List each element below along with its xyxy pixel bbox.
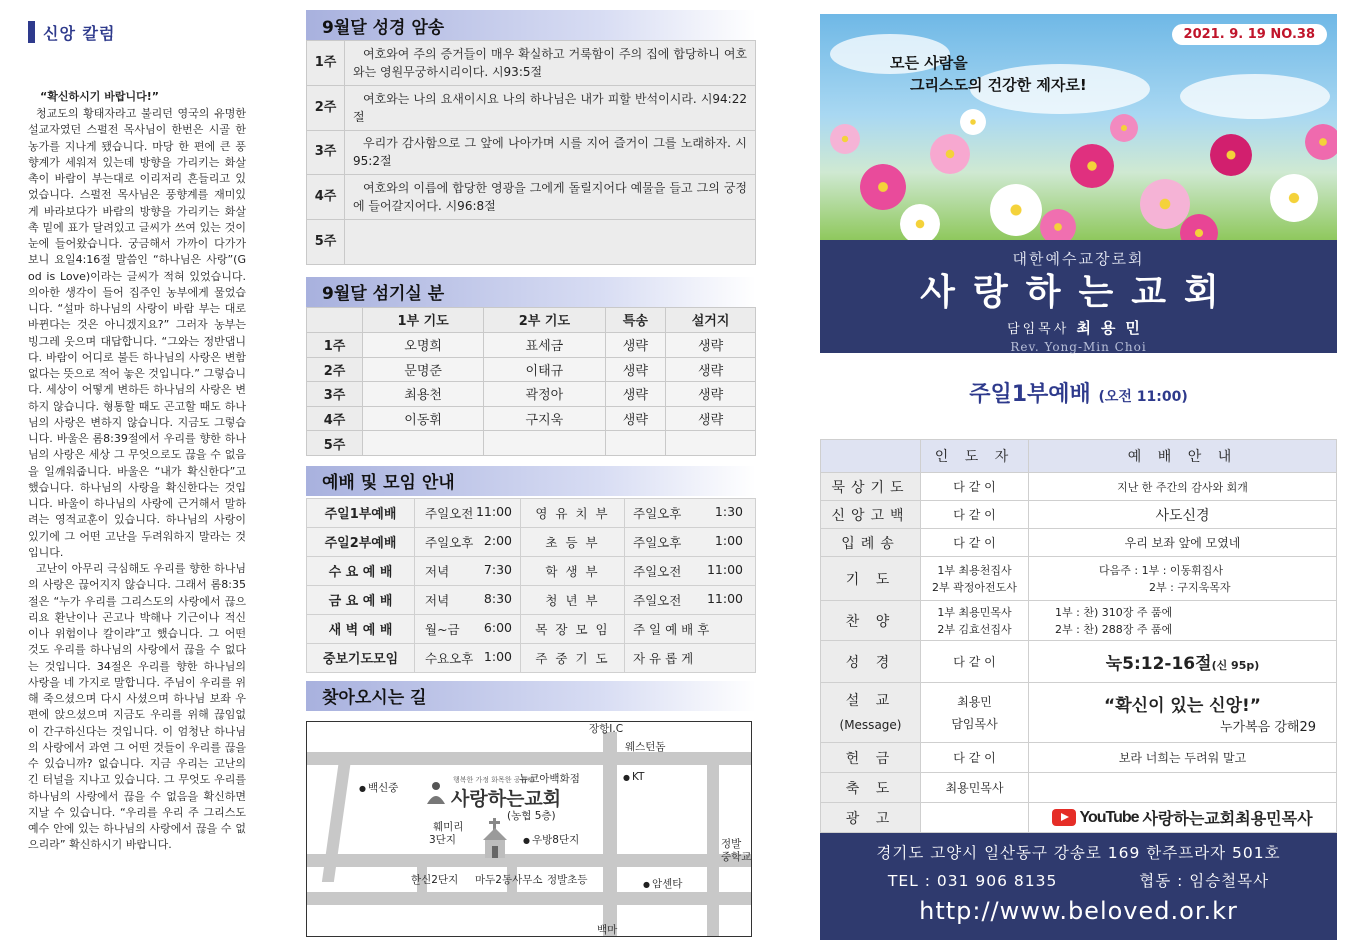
bulletin-info <box>306 10 756 937</box>
meeting-time <box>415 585 521 614</box>
meeting-name-2: 초 등 부 <box>521 527 625 556</box>
meeting-time-2 <box>625 527 756 556</box>
heading-bar <box>28 21 35 43</box>
meeting-time-2 <box>625 585 756 614</box>
order-key: 헌 금 <box>821 743 921 773</box>
meetings-heading: 예배 및 모임 안내 <box>306 466 756 496</box>
duty-cell: 이동휘 <box>363 406 484 431</box>
memory-row <box>307 85 756 130</box>
order-key: 입례송 <box>821 529 921 557</box>
meeting-time <box>415 498 521 527</box>
order-leader: 최용민목사 <box>921 773 1029 803</box>
map-label-madu: 마두2동사무소 <box>475 873 543 886</box>
map-label-western: 웨스턴돔 <box>625 740 666 753</box>
youtube-link[interactable] <box>1052 806 1312 829</box>
meeting-time <box>415 643 521 672</box>
order-content <box>1029 773 1337 803</box>
meeting-name-2: 청 년 부 <box>521 585 625 614</box>
order-content <box>1029 601 1337 641</box>
duty-header: 특송 <box>605 307 666 332</box>
order-content <box>1029 683 1337 743</box>
duty-cell: 이태규 <box>484 357 605 382</box>
memory-week: 1주 <box>307 41 345 86</box>
memory-verse-table <box>306 40 756 265</box>
duty-cell: 생략 <box>666 406 756 431</box>
sermon-title: “확신이 있는 신앙!” <box>1104 695 1261 716</box>
denomination: 대한예수교장로회 <box>1012 250 1145 268</box>
order-content <box>1029 557 1337 601</box>
duty-cell: 표세금 <box>484 332 605 357</box>
map-church-name: 사랑하는교회 <box>451 787 562 810</box>
map-label-baekma: 백마 <box>597 923 618 936</box>
leader-line-1: 1부 최용민목사 <box>937 605 1012 619</box>
order-leader <box>921 557 1029 601</box>
memory-verse: 여호와는 나의 요새이시요 나의 하나님은 내가 피할 반석이시라. 시94:22절 <box>345 85 756 130</box>
motto-line-2: 그리스도의 건강한 제자로! <box>910 76 1087 94</box>
meeting-row <box>307 498 756 527</box>
church-footer <box>820 833 1337 940</box>
meeting-name: 수 요 예 배 <box>307 556 415 585</box>
church-website[interactable]: http://www.beloved.or.kr <box>919 897 1238 925</box>
duty-header-corner <box>307 307 363 332</box>
flower <box>1180 214 1218 240</box>
meeting-name: 주일1부예배 <box>307 498 415 527</box>
memory-row <box>307 130 756 175</box>
column-header <box>28 14 246 50</box>
order-leader: 다 같 이 <box>921 501 1029 529</box>
map-label-humiri-3: 3단지 <box>429 833 456 846</box>
duty-cell: 구지욱 <box>484 406 605 431</box>
flower <box>1070 144 1114 188</box>
map-label-woobang: ● 우방8단지 <box>523 832 579 847</box>
duty-cell <box>484 431 605 456</box>
map-label-newcore: 뉴코아백화점 <box>519 772 580 785</box>
duty-cell: 곽정아 <box>484 382 605 407</box>
pastor-label: 담임목사 <box>1007 322 1070 337</box>
order-leader: 다 같 이 <box>921 743 1029 773</box>
cover-image <box>820 14 1337 240</box>
duty-row <box>307 382 756 407</box>
sermon-key-en: (Message) <box>839 717 902 732</box>
meeting-name: 금 요 예 배 <box>307 585 415 614</box>
church-building-icon <box>475 818 515 864</box>
order-key: 성 경 <box>821 641 921 683</box>
meetings-table <box>306 498 756 673</box>
flower <box>960 109 986 135</box>
flower <box>1040 209 1076 240</box>
order-content: 사도신경 <box>1029 501 1337 529</box>
flower <box>1305 124 1337 160</box>
meeting-hour: 1:00 <box>483 648 512 664</box>
memory-row <box>307 220 756 265</box>
order-leader <box>921 601 1029 641</box>
pastor-line <box>820 317 1337 338</box>
order-leader: 다 같 이 <box>921 473 1029 501</box>
memory-week: 5주 <box>307 220 345 265</box>
duty-cell: 생략 <box>666 332 756 357</box>
leader-line-2: 2부 김효선집사 <box>937 622 1012 636</box>
content-line-2: 2부 : 구지욱목자 <box>1149 580 1231 594</box>
church-logo <box>425 780 447 806</box>
duty-cell <box>605 431 666 456</box>
order-content <box>1029 803 1337 833</box>
memory-verse-heading: 9월달 성경 암송 <box>306 10 756 40</box>
duty-cell: 생략 <box>605 382 666 407</box>
church-tel: TEL : 031 906 8135 <box>887 872 1058 890</box>
meeting-day: 월~금 <box>425 621 460 637</box>
youtube-wordmark: YouTube <box>1079 808 1139 826</box>
motto-line-1: 모든 사람을 <box>890 54 968 72</box>
flower <box>930 134 970 174</box>
order-leader <box>921 803 1029 833</box>
order-key: 신앙고백 <box>821 501 921 529</box>
meeting-name-2: 영 유 치 부 <box>521 498 625 527</box>
duty-cell: 생략 <box>666 382 756 407</box>
meeting-day: 주일오전 <box>425 505 474 521</box>
cloud <box>1180 74 1330 119</box>
service-title <box>820 377 1337 417</box>
sermon-series: 누가복음 강해29 <box>1219 719 1316 735</box>
memory-verse: 여호와여 주의 증거들이 매우 확실하고 거룩함이 주의 집에 합당하니 여호와는 영원무궁하시리이다. 시93:5절 <box>345 41 756 86</box>
duty-cell: 생략 <box>605 357 666 382</box>
meeting-row <box>307 527 756 556</box>
memory-row <box>307 41 756 86</box>
order-content <box>1029 641 1337 683</box>
meeting-name-2: 학 생 부 <box>521 556 625 585</box>
meeting-row <box>307 585 756 614</box>
preacher-title: 담임목사 <box>951 716 998 731</box>
meeting-hour-2: 11:00 <box>706 561 743 577</box>
road-top <box>307 752 752 765</box>
cover-panel <box>820 14 1337 940</box>
leader-line-1: 1부 최용천집사 <box>937 563 1012 577</box>
meeting-day: 저녁 <box>425 563 450 579</box>
map-label-kt: ● KT <box>623 771 644 783</box>
leader-line-2: 2부 곽정아전도사 <box>932 580 1017 594</box>
meeting-day-2: 주일오후 <box>633 505 682 521</box>
memory-verse: 여호와의 이름에 합당한 영광을 그에게 돌릴지어다 예물을 들고 그의 궁정에 들어갈지어다. 시96:8절 <box>345 175 756 220</box>
duty-cell: 생략 <box>605 406 666 431</box>
duty-header: 설거지 <box>666 307 756 332</box>
meeting-time <box>415 527 521 556</box>
map-label-hansin: 한신2단지 <box>411 873 459 886</box>
order-key: 묵상기도 <box>821 473 921 501</box>
contact-line <box>820 869 1337 891</box>
meeting-day: 수요오후 <box>425 650 474 666</box>
flower <box>1210 134 1252 176</box>
flower <box>830 124 860 154</box>
map-label-baeksin: ● 백신중 <box>359 780 398 795</box>
meeting-time <box>415 556 521 585</box>
duty-week: 2주 <box>307 357 363 382</box>
meeting-hour-2: 1:00 <box>714 532 743 548</box>
meeting-name-2: 목 장 모 임 <box>521 614 625 643</box>
memory-week: 2주 <box>307 85 345 130</box>
memory-verse <box>345 220 756 265</box>
church-motto <box>890 52 1087 96</box>
memory-week: 4주 <box>307 175 345 220</box>
duty-cell: 오명희 <box>363 332 484 357</box>
order-content: 보라 너희는 두려워 말고 <box>1029 743 1337 773</box>
content-line-1: 다음주 : 1부 : 이동휘집사 <box>1099 563 1224 577</box>
meeting-hour-2: 1:30 <box>714 503 743 519</box>
essay-paragraph: 고난이 아무리 극심해도 우리를 향한 하나님의 사랑은 끊어지지 않습니다. 그래서 롬8:35절은 “누가 우리를 그리스도의 사랑에서 끊으리요 환난이나 곤고나 박해나 기근이나 적신이나 위험이나 칼이랴”고 했습니다. 그 어떤 것도 우리를 하나님의 사랑에서 끊을 수 없다는 것입니다. 34절은 우리를 향한 하나님의 사랑을 네 가지로 말합니다. 주님이 우리를 위해 죽으셨으며 다시 사셨으며 하나님 보좌 우편에 앉으셨으며 지금도 우리를 위해 끊임없이 간구하신다는 것입니다. 이 엄청난 하나님의 사랑에서 과연 그 어떤 것들이 우리를 끊을 수 있습니까? 없습니다. 지금 우리는 고난의 긴 터널을 지나고 있습니다. 그 무엇도 우리를 하나님의 사랑에서 끊을 수 없음을 확신하면 지날 수 있습니다. “우리를 우리 주 그리스도 예수 안에 있는 하나님의 사랑에서 끊을 수 없으리라” 확신하시기 바랍니다. <box>28 562 246 852</box>
content-line-1: 1부 : 찬) 310장 주 품에 <box>1055 605 1173 619</box>
duty-week: 4주 <box>307 406 363 431</box>
map-church-floor: (농협 5층) <box>507 809 556 822</box>
meeting-hour: 11:00 <box>475 503 512 519</box>
duty-cell: 생략 <box>666 357 756 382</box>
memory-week: 3주 <box>307 130 345 175</box>
meeting-name: 중보기도모임 <box>307 643 415 672</box>
order-head-guide: 예 배 안 내 <box>1029 440 1337 473</box>
faith-column <box>28 14 246 854</box>
meeting-day: 저녁 <box>425 592 450 608</box>
meeting-day-2: 주일오전 <box>633 563 682 579</box>
order-leader <box>921 683 1029 743</box>
duty-row <box>307 431 756 456</box>
meeting-day-2: 자 유 롭 게 <box>633 650 694 666</box>
pastor-rev: Rev. Yong-Min Choi <box>1010 340 1147 354</box>
duty-header: 1부 기도 <box>363 307 484 332</box>
map-label-jeongbal-school: 중학교 <box>721 850 752 863</box>
meeting-hour: 6:00 <box>483 619 512 635</box>
order-key: 찬 양 <box>821 601 921 641</box>
content-line-2: 2부 : 찬) 288장 주 품에 <box>1055 622 1173 636</box>
order-key: 광 고 <box>821 803 921 833</box>
meeting-row <box>307 614 756 643</box>
issue-date: 2021. 9. 19 NO.38 <box>1172 24 1327 45</box>
service-name: 주일1부예배 <box>969 382 1091 407</box>
essay-title: “확신하시기 바랍니다!” <box>40 90 159 103</box>
church-banner <box>820 240 1337 353</box>
column-heading: 신앙 칼럼 <box>43 23 116 43</box>
map-label-humiri: 훼미리 <box>433 820 464 833</box>
meeting-row <box>307 556 756 585</box>
duty-cell: 문명준 <box>363 357 484 382</box>
duty-row <box>307 332 756 357</box>
order-leader: 다 같 이 <box>921 641 1029 683</box>
memory-row <box>307 175 756 220</box>
meeting-row <box>307 643 756 672</box>
essay-body <box>28 106 246 854</box>
map-church-slogan: 행복한 가정 화목한 공동체 <box>453 775 535 784</box>
duty-week: 5주 <box>307 431 363 456</box>
duty-week: 3주 <box>307 382 363 407</box>
map-label-amcenter: ● 암센타 <box>643 876 682 891</box>
assistant-pastor: 협동 : 임승철목사 <box>1139 872 1270 890</box>
map-label-jeongbal: 정발 <box>721 837 742 850</box>
duty-cell <box>666 431 756 456</box>
duty-header: 2부 기도 <box>484 307 605 332</box>
youtube-icon <box>1052 809 1076 826</box>
preacher-name: 최용민 <box>957 694 992 709</box>
meeting-name: 새 벽 예 배 <box>307 614 415 643</box>
map-label-janghang: 장항I.C <box>589 722 624 735</box>
flower <box>1110 114 1138 142</box>
flower <box>860 164 906 210</box>
duty-week: 1주 <box>307 332 363 357</box>
meeting-time-2 <box>625 614 756 643</box>
meeting-hour-2: 11:00 <box>706 590 743 606</box>
meeting-hour: 2:00 <box>483 532 512 548</box>
duty-heading: 9월달 섬기실 분 <box>306 277 756 307</box>
duty-cell: 생략 <box>605 332 666 357</box>
church-address: 경기도 고양시 일산동구 강송로 169 한주프라자 501호 <box>876 844 1281 862</box>
order-head-leader: 인 도 자 <box>921 440 1029 473</box>
meeting-hour: 7:30 <box>483 561 512 577</box>
service-time: (오전 11:00) <box>1098 389 1188 405</box>
pastor-name: 최용민 <box>1076 319 1150 337</box>
directions-map <box>306 721 752 937</box>
road-right <box>707 752 719 937</box>
meeting-time-2 <box>625 643 756 672</box>
road-bottom <box>307 892 752 905</box>
duty-table <box>306 307 756 456</box>
meeting-day-2: 주 일 예 배 후 <box>633 621 710 637</box>
duty-row <box>307 406 756 431</box>
order-key <box>821 683 921 743</box>
worship-order-table <box>820 439 1337 833</box>
youtube-channel: 사랑하는교회최용민목사 <box>1142 809 1313 828</box>
order-leader: 다 같 이 <box>921 529 1029 557</box>
order-key: 기 도 <box>821 557 921 601</box>
directions-heading: 찾아오시는 길 <box>306 681 756 711</box>
meeting-time-2 <box>625 556 756 585</box>
duty-cell: 최용천 <box>363 382 484 407</box>
order-content: 우리 보좌 앞에 모였네 <box>1029 529 1337 557</box>
flower <box>990 184 1042 236</box>
meeting-name: 주일2부예배 <box>307 527 415 556</box>
meeting-day-2: 주일오후 <box>633 534 682 550</box>
meeting-time <box>415 614 521 643</box>
meeting-name-2: 주 중 기 도 <box>521 643 625 672</box>
scripture: 눅5:12-16절 <box>1105 654 1212 674</box>
duty-row <box>307 357 756 382</box>
flower <box>1270 174 1318 222</box>
duty-cell <box>363 431 484 456</box>
meeting-time-2 <box>625 498 756 527</box>
sermon-key: 설 교 <box>845 692 896 709</box>
meeting-day: 주일오후 <box>425 534 474 550</box>
map-label-jeongbalcho: 정발초등 <box>547 873 588 886</box>
order-content: 지난 한 주간의 감사와 회개 <box>1029 473 1337 501</box>
flower <box>900 204 940 240</box>
essay-paragraph: 청교도의 황태자라고 불리던 영국의 유명한 설교자였던 스펄전 목사님이 한번은 시골 한 농가를 지나게 됐습니다. 마당 한 편에 큰 풍향계가 세워져 있는데 방향을 가리키는 화살촉이 바람이 부는대로 이리저리 흔들리고 있었습니다. 스펄전 목사님은 풍향계를 재미있게 바라보다가 바람의 방향을 가리키는 화살촉 밑에 표가 달려있고 글씨가 쓰여 있는 것이 눈에 들어왔습니다. 궁금해서 가까이 다가가 보니 요일4:16절 말씀인 “하나님은 사랑”(God is Love)이라는 글씨가 적혀 있었습니다. 의아한 생각이 들어 집주인 농부에게 물었습니다. “설마 하나님의 사랑이 바람 부는 대로 바뀐다는 것은 아니겠지요?” 그러자 농부는 빙그레 웃으며 대답합니다. “그와는 정반댑니다. 바람이 어디로 불든 하나님의 사랑은 변함없다는 뜻으로 적어 놓은 것입니다.” 그렇습니다. 세상이 어떻게 변하든 하나님의 사랑은 변하지 않습니다. 형통할 때도 곤고할 때도 하나님의 사랑은 변하지 않습니다. 지금도 그렇습니다. 바울은 롬8:39절에서 우리를 향한 하나님의 사랑은 세상 그 무엇으로도 끊을 수 없음을 일깨워줍니다. 바울은 “내가 확신한다”고 했습니다. 하나님의 사랑을 확신한다는 것입니다. 바울이 하나님의 사랑에 근거해서 말하려는 영적교훈이 있습니다. 하나님의 사랑이 있기에 그 어떤 고난을 두려워하지 말라는 것입니다. <box>28 107 246 559</box>
meeting-day-2: 주일오전 <box>633 592 682 608</box>
scripture-page: (신 95p) <box>1211 659 1260 672</box>
road-center <box>603 732 617 937</box>
road-middle <box>307 854 752 867</box>
order-head-corner <box>821 440 921 473</box>
memory-verse: 우리가 감사함으로 그 앞에 나아가며 시를 지어 즐거이 그를 노래하자. 시95:2절 <box>345 130 756 175</box>
order-key: 축 도 <box>821 773 921 803</box>
meeting-hour: 8:30 <box>483 590 512 606</box>
church-name: 사랑하는교회 <box>920 272 1237 313</box>
